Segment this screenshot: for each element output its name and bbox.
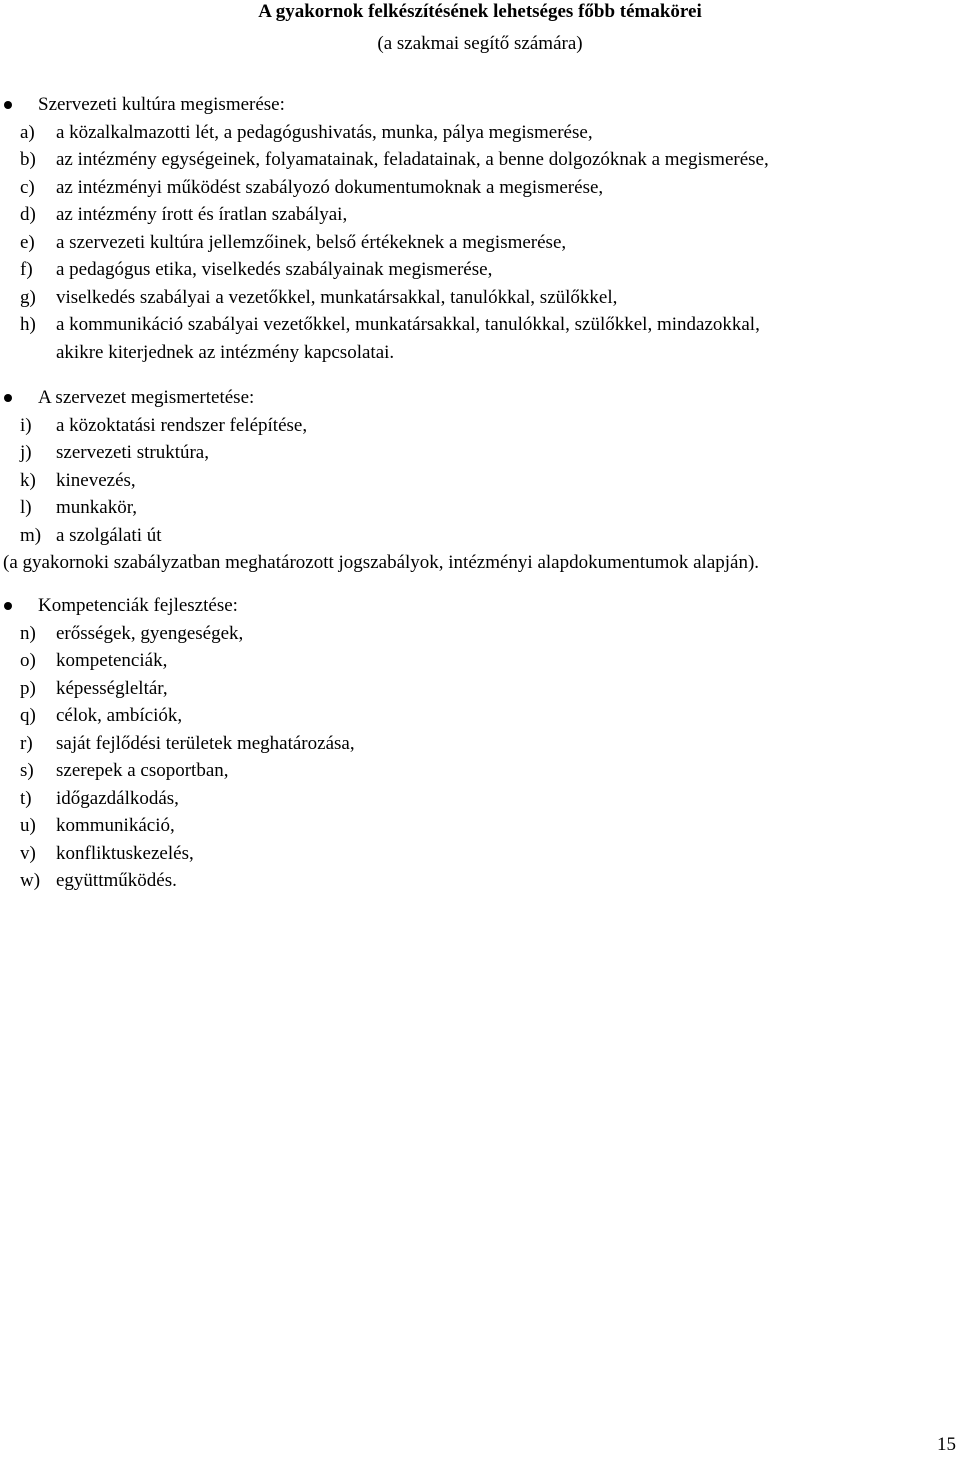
item-text: konfliktuskezelés, [56, 842, 194, 864]
list-item [0, 867, 960, 895]
item-letter: b) [20, 149, 36, 170]
list-item [0, 146, 960, 174]
item-text: munkakör, [56, 497, 138, 518]
bullet-icon [4, 101, 12, 109]
item-text: a közalkalmazotti lét, a pedagógushivatás, munka, pálya megismerése, [56, 121, 593, 143]
item-letter: g) [20, 286, 36, 308]
item-letter: o) [20, 650, 36, 671]
item-text: a kommunikáció szabályai vezetőkkel, munkatársakkal, tanulókkal, szülőkkel, mindazokkal, [56, 314, 760, 335]
section-heading: Kompetenciák fejlesztése: [38, 595, 238, 616]
document-subtitle: (a szakmai segítő számára) [377, 33, 583, 54]
item-letter: i) [20, 414, 32, 436]
list-item [0, 757, 960, 785]
item-text: együttműködés. [56, 870, 177, 891]
page-number: 15 [937, 1434, 956, 1455]
section-heading: Szervezeti kultúra megismerése: [38, 94, 285, 115]
bullet-icon [4, 394, 12, 402]
item-text: célok, ambíciók, [56, 705, 183, 726]
item-text: a pedagógus etika, viselkedés szabályainak megismerése, [56, 259, 493, 280]
item-text: erősségek, gyengeségek, [56, 622, 244, 644]
item-letter: n) [20, 622, 36, 644]
section-szervezet-megismertetese [0, 384, 960, 577]
section-kompetenciak [0, 592, 960, 895]
item-text: kinevezés, [56, 469, 136, 491]
item-letter: d) [20, 204, 36, 225]
item-letter: v) [20, 842, 36, 864]
section-szervezeti-kultura [0, 91, 960, 366]
section-heading-line [0, 592, 960, 620]
section-heading-line [0, 91, 960, 119]
item-text: a közoktatási rendszer felépítése, [56, 414, 308, 436]
item-text: viselkedés szabályai a vezetőkkel, munkatársakkal, tanulókkal, szülőkkel, [56, 286, 618, 308]
item-text: a szervezeti kultúra jellemzőinek, belső értékeknek a megismerése, [56, 231, 567, 253]
item-text: a szolgálati út [56, 524, 162, 546]
section-heading-line [0, 384, 960, 412]
list-item [0, 467, 960, 495]
item-letter: k) [20, 469, 36, 491]
item-text: kommunikáció, [56, 815, 175, 836]
item-letter: e) [20, 231, 35, 253]
item-text-continuation: akikre kiterjednek az intézmény kapcsolatai. [56, 341, 395, 363]
item-text: kompetenciák, [56, 650, 168, 671]
item-letter: j) [20, 442, 32, 463]
list-item [0, 311, 960, 339]
item-letter: f) [20, 259, 33, 280]
item-letter: m) [20, 524, 42, 546]
item-letter: w) [20, 870, 41, 891]
item-letter: c) [20, 176, 35, 198]
list-item [0, 675, 960, 703]
item-text: az intézmény egységeinek, folyamatainak, feladatainak, a benne dolgozóknak a megismerése, [56, 149, 769, 170]
item-text: időgazdálkodás, [56, 787, 179, 809]
list-item [0, 229, 960, 257]
item-text: szerepek a csoportban, [56, 760, 229, 781]
item-letter: q) [20, 705, 36, 726]
list-item [0, 119, 960, 147]
list-item [0, 201, 960, 229]
list-item [0, 730, 960, 758]
list-item [0, 174, 960, 202]
item-letter: h) [20, 314, 36, 335]
list-item [0, 256, 960, 284]
list-item [0, 412, 960, 440]
list-item [0, 812, 960, 840]
item-letter: a) [20, 121, 35, 143]
list-item [0, 284, 960, 312]
item-text: az intézmény írott és íratlan szabályai, [56, 204, 348, 225]
item-letter: s) [20, 760, 34, 781]
item-letter: p) [20, 677, 36, 699]
bullet-icon [4, 602, 12, 610]
section-note: (a gyakornoki szabályzatban meghatározott jogszabályok, intézményi alapdokumentumok alapján). [3, 552, 760, 573]
item-text: szervezeti struktúra, [56, 442, 209, 463]
section-heading: A szervezet megismertetése: [38, 387, 255, 408]
list-item [0, 522, 960, 550]
item-text: saját fejlődési területek meghatározása, [56, 732, 355, 754]
list-item [0, 702, 960, 730]
list-item [0, 840, 960, 868]
item-letter: t) [20, 787, 32, 809]
item-letter: r) [20, 732, 33, 754]
list-item [0, 494, 960, 522]
list-item [0, 439, 960, 467]
item-text: az intézményi működést szabályozó dokumentumoknak a megismerése, [56, 176, 604, 198]
item-text: képességleltár, [56, 677, 168, 699]
list-item [0, 785, 960, 813]
list-item-continuation [0, 339, 960, 367]
item-letter: l) [20, 497, 32, 518]
document-title: A gyakornok felkészítésének lehetséges főbb témakörei [258, 1, 702, 22]
item-letter: u) [20, 815, 36, 836]
list-item [0, 620, 960, 648]
list-item [0, 647, 960, 675]
